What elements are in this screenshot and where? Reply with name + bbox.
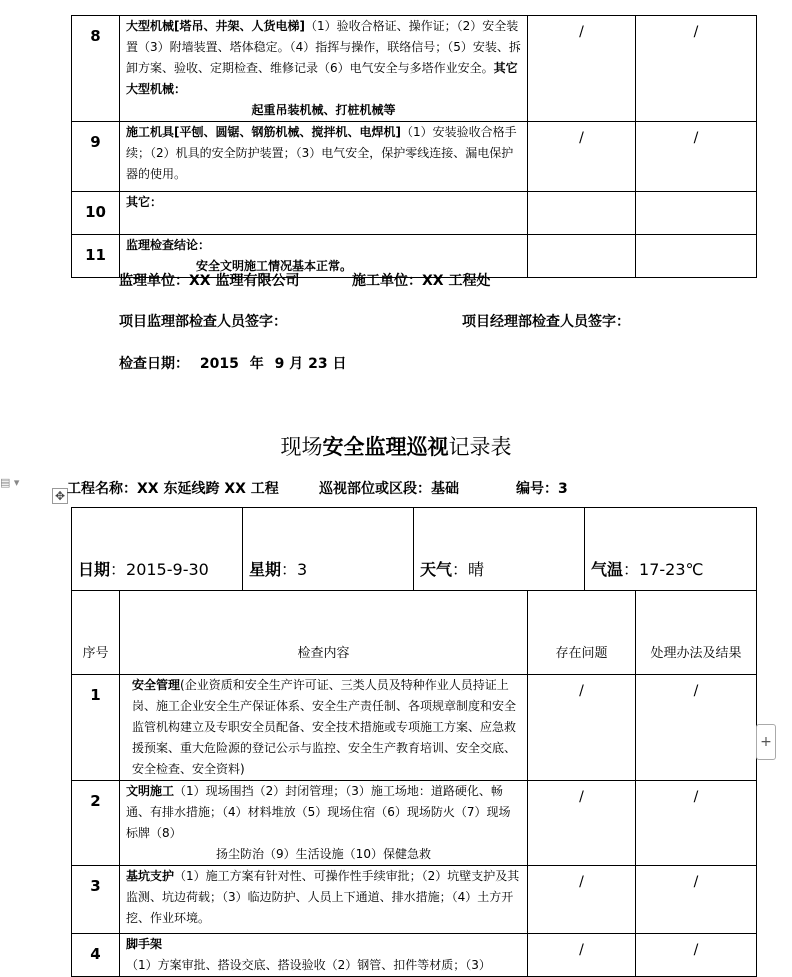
row-number: 11	[72, 235, 120, 278]
conclusion-text: 安全文明施工情况基本正常。	[196, 259, 353, 273]
row-number: 1	[72, 675, 120, 781]
inspection-table-continued	[71, 15, 757, 278]
weather-value: ：晴	[452, 560, 485, 579]
table-row	[72, 122, 757, 192]
temperature-value: ：17-23℃	[623, 560, 704, 579]
row-number: 9	[72, 122, 120, 192]
row-content	[120, 934, 528, 977]
problem-cell: /	[528, 122, 636, 192]
manager-signature-label: 项目经理部检查人员签字：	[462, 314, 630, 330]
weather-cell	[414, 508, 585, 591]
problem-cell: /	[528, 934, 636, 977]
row-number: 8	[72, 16, 120, 122]
row-text: （1）施工方案有针对性、可操作性手续审批；（2）坑壁支护及其监测、坑边荷载；（3）临边防护、人员上下通道、排水措施；（4）土方开挖、作业环境。	[126, 869, 520, 925]
date-year: 2015	[199, 356, 239, 372]
temperature-label: 气温	[591, 560, 624, 579]
result-cell: /	[636, 16, 757, 122]
header-content: 检查内容	[120, 591, 528, 675]
date-year-unit: 年	[249, 356, 264, 372]
result-cell: /	[636, 675, 757, 781]
row-content	[120, 866, 528, 934]
date-cell	[72, 508, 243, 591]
row-text: (企业资质和安全生产许可证、三类人员及特种作业人员持证上岗、施工企业安全生产保证体系、安全生产责任制、各项规章制度和安全监管机构建立及专职安全员配备、安全技术措施或专项施工方案、应急救援预案、重大危险源的登记公示与监控、安全生产教育培训、安全交底、安全检查、安全资料)	[132, 678, 517, 776]
form-number: 编号：3	[516, 481, 568, 497]
problem-cell: /	[528, 866, 636, 934]
problem-cell: /	[528, 16, 636, 122]
date-label: 检查日期：	[119, 356, 189, 372]
weekday-value: ：3	[281, 560, 308, 579]
row-title: 文明施工	[126, 784, 175, 798]
result-cell: /	[636, 781, 757, 866]
header-seq: 序号	[72, 591, 120, 675]
row-title: 脚手架	[126, 937, 163, 951]
row-title: 施工机具[平刨、圆锯、钢筋机械、搅拌机、电焊机]	[126, 125, 401, 139]
row-note-line: 起重吊装机械、打桩机械等	[251, 103, 396, 117]
table-row	[72, 192, 757, 235]
row-content	[120, 16, 528, 122]
row-number: 2	[72, 781, 120, 866]
table-header	[72, 591, 757, 675]
problem-cell	[528, 192, 636, 235]
table-row	[72, 675, 757, 781]
row-content	[120, 192, 528, 235]
weekday-label: 星期	[249, 560, 282, 579]
row-text: （1）方案审批、搭设交底、搭设验收（2）钢管、扣件等材质；（3）	[126, 958, 491, 972]
row-title: 监理检查结论：	[126, 238, 211, 252]
title-part: 记录表	[448, 435, 512, 459]
table-row	[72, 934, 757, 977]
result-cell	[636, 192, 757, 235]
add-row-icon[interactable]: +	[756, 724, 776, 760]
supervisor-signature-label: 项目监理部检查人员签字：	[119, 314, 287, 330]
inspection-date	[119, 353, 346, 373]
row-content	[120, 675, 528, 781]
result-cell: /	[636, 122, 757, 192]
info-table	[71, 507, 757, 591]
row-text: （1）安装验收合格手续；（2）机具的安全防护装置；（3）电气安全，保护零线连接、漏电保护器的使用。	[126, 125, 517, 181]
row-title: 其它：	[126, 195, 163, 209]
table-row	[72, 866, 757, 934]
row-title: 大型机械[塔吊、井架、人货电梯]	[126, 19, 305, 33]
problem-cell	[528, 235, 636, 278]
document-icon[interactable]: ▤ ▾	[0, 476, 20, 489]
row-number: 10	[72, 192, 120, 235]
date-label: 日期	[78, 560, 111, 579]
row-content	[120, 781, 528, 866]
problem-cell: /	[528, 675, 636, 781]
row-content	[120, 122, 528, 192]
patrol-area: 巡视部位或区段：基础	[319, 481, 459, 497]
problem-cell: /	[528, 781, 636, 866]
supervisor-unit: 监理单位：XX 监理有限公司	[119, 273, 300, 289]
row-number: 4	[72, 934, 120, 977]
date-value: ：2015-9-30	[110, 560, 209, 579]
header-result: 处理办法及结果	[636, 591, 757, 675]
row-title: 基坑支护	[126, 869, 175, 883]
patrol-table	[71, 590, 757, 977]
date-month-day: 9 月 23 日	[274, 356, 347, 372]
project-name: 工程名称：XX 东延线跨 XX 工程	[67, 481, 279, 497]
row-title: 安全管理	[132, 678, 181, 692]
title-bold: 安全监理巡视	[322, 435, 449, 459]
row-number: 3	[72, 866, 120, 934]
result-cell	[636, 235, 757, 278]
header-problem: 存在问题	[528, 591, 636, 675]
result-cell: /	[636, 934, 757, 977]
table-row	[72, 781, 757, 866]
table-move-handle-icon[interactable]: ✥	[52, 488, 68, 504]
temperature-cell	[585, 508, 757, 591]
weather-label: 天气	[420, 560, 453, 579]
form-title	[0, 431, 792, 461]
row-text: （1）验收合格证、操作证；（2）安全装置（3）附墙装置、塔体稳定。（4）指挥与操作，联络信号；（5）安装、拆卸方案、验收、定期检查、维修记录（6）电气安全与多塔作业安全。	[126, 19, 521, 75]
row-note: 其它大型机械：	[126, 61, 518, 96]
construction-unit: 施工单位：XX 工程处	[352, 273, 491, 289]
title-part: 现场	[280, 435, 323, 459]
table-row	[72, 16, 757, 122]
result-cell: /	[636, 866, 757, 934]
row-text: （1）现场围挡（2）封闭管理；（3）施工场地：道路硬化、畅通、有排水措施；（4）材料堆放（5）现场住宿（6）现场防火（7）现场标牌（8）	[126, 784, 511, 840]
row-text-line: 扬尘防治（9）生活设施（10）保健急救	[216, 847, 431, 861]
weekday-cell	[243, 508, 414, 591]
